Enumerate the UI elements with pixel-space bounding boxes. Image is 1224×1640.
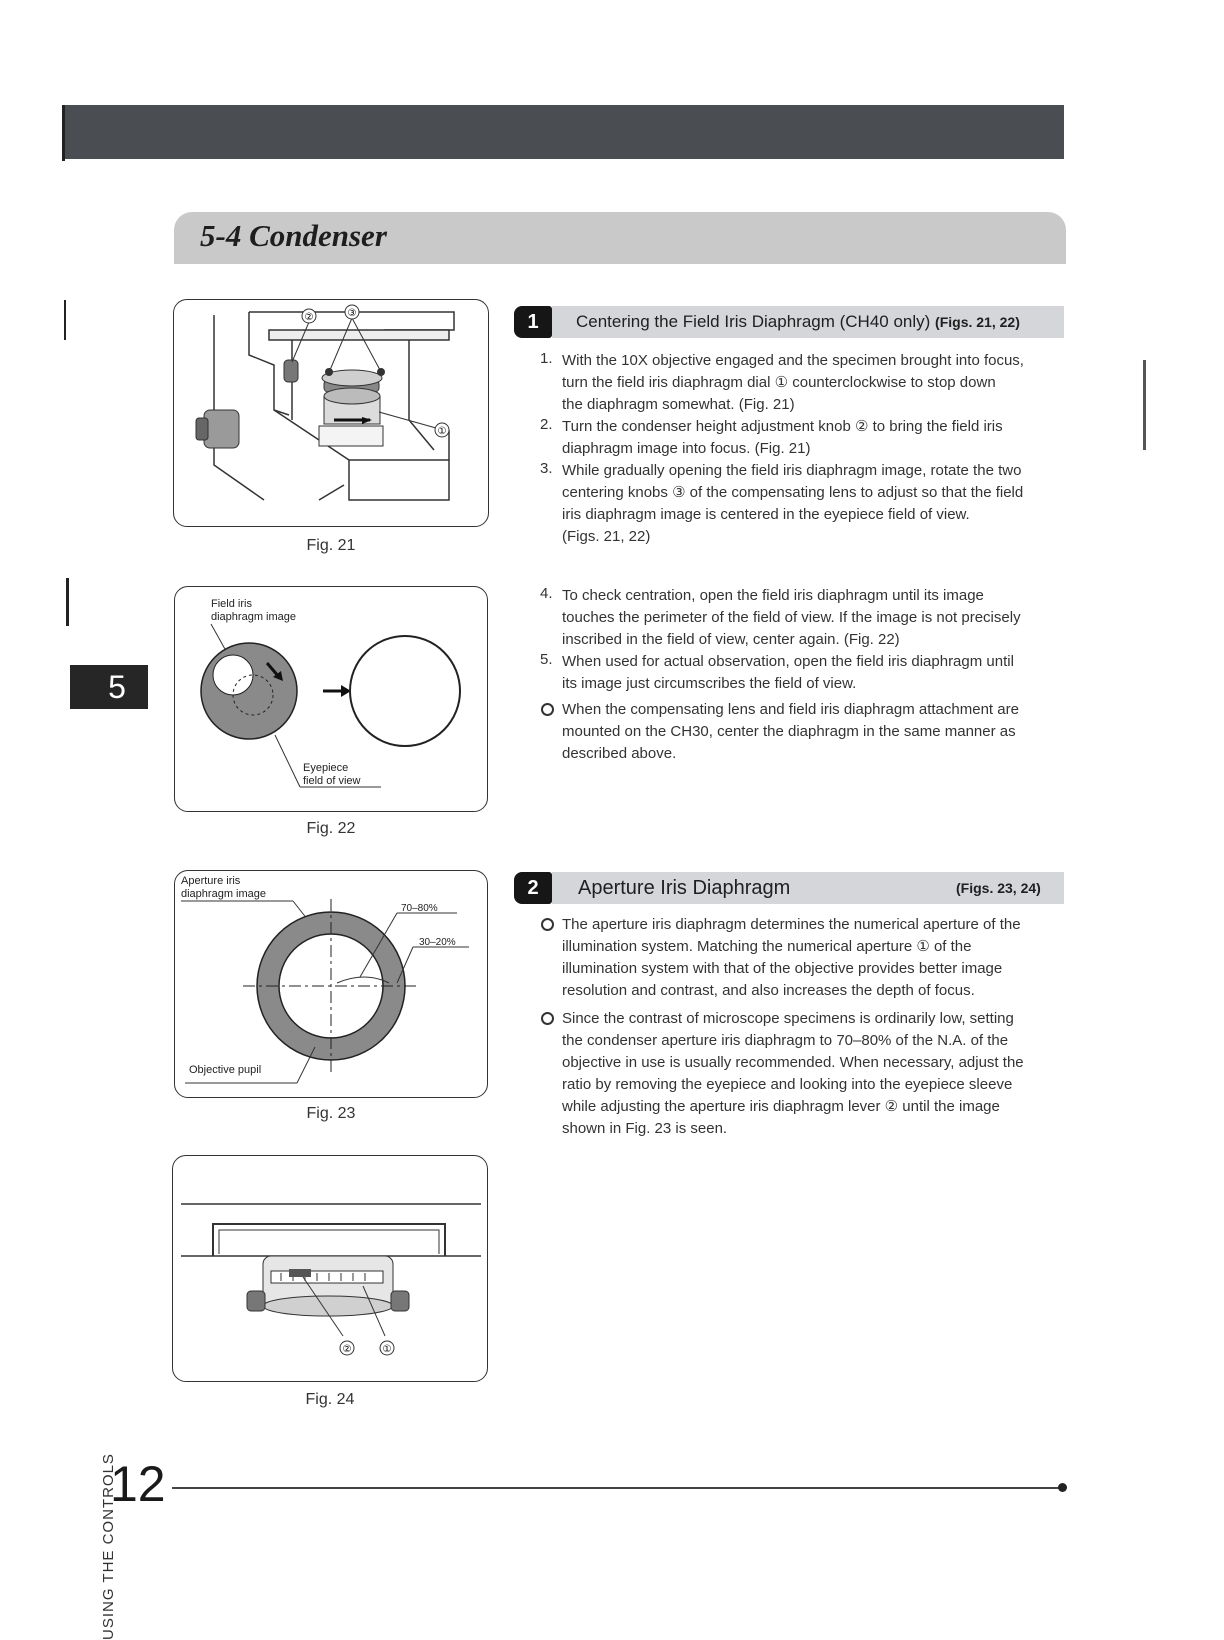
figure-24: [172, 1155, 488, 1382]
figure-23: [174, 870, 488, 1098]
label-aperture-line2: diaphragm image: [181, 888, 266, 900]
step-number: 4.: [540, 585, 553, 602]
note-text: When the compensating lens and field iris diaphragm attachment are mounted on the CH30, center the diaphragm in the same manner as described above.: [562, 701, 1019, 762]
step-number: 1.: [540, 350, 553, 367]
page-number: 12: [110, 1456, 166, 1512]
label-70-80: 70–80%: [401, 903, 438, 914]
figure-21: [173, 299, 489, 527]
label-eyepiece-line2: field of view: [303, 775, 361, 787]
section-2-number: 2: [514, 872, 552, 904]
label-aperture-line1: Aperture iris: [181, 875, 241, 887]
label-field-iris-line2: diaphragm image: [211, 611, 296, 623]
footer-dot: [1058, 1483, 1067, 1492]
step-text: When used for actual observation, open the field iris diaphragm until its image just circumscribes the field of view.: [562, 653, 1014, 692]
figure-caption: Fig. 23: [306, 1105, 356, 1122]
margin-mark: [1143, 360, 1146, 450]
callout-1: ①: [437, 426, 447, 437]
page-title: 5-4 Condenser: [200, 218, 387, 253]
margin-mark: [66, 578, 69, 626]
note-text: Since the contrast of microscope specimens is ordinarily low, setting the condenser aperture iris diaphragm to 70–80% of the N.A. of the objective in use is usually recommended. When necessary, adjust the ratio by removing the eyepiece and looking into the eyepiece sleeve while adjusting the aperture iris diaphragm lever ② until the image shown in Fig. 23 is seen.: [562, 1010, 1024, 1137]
section-1-title: Centering the Field Iris Diaphragm (CH40 only) (Figs. 21, 22): [576, 312, 1020, 331]
label-eyepiece-line1: Eyepiece: [303, 762, 349, 774]
microscope-condenser-illustration: [174, 300, 487, 525]
figure-caption: Fig. 21: [306, 537, 356, 554]
figure-caption: Fig. 22: [306, 820, 356, 837]
note-text: The aperture iris diaphragm determines the numerical aperture of the illumination system. Matching the numerical aperture ① of the illumination system with that of the objective provides better image resolution and contrast, and also increases the depth of focus.: [562, 916, 1021, 999]
step-number: 3.: [540, 460, 553, 477]
condenser-illustration: [173, 1156, 486, 1380]
bullet-icon: [541, 1012, 554, 1025]
section-2-title: Aperture Iris Diaphragm: [578, 877, 791, 899]
field-iris-diagram: [175, 587, 486, 810]
footer-rule: [172, 1487, 1060, 1489]
figure-22: [174, 586, 488, 812]
label-field-iris-line1: Field iris: [211, 598, 252, 610]
aperture-iris-diagram: [175, 871, 486, 1096]
chapter-tab: 5: [70, 665, 148, 709]
step-number: 2.: [540, 416, 553, 433]
bullet-icon: [541, 918, 554, 931]
margin-mark: [62, 105, 65, 161]
chapter-side-label: USING THE CONTROLS: [100, 1453, 117, 1640]
step-text: Turn the condenser height adjustment knob ② to bring the field iris diaphragm image into focus. (Fig. 21): [562, 418, 1003, 457]
step-text: While gradually opening the field iris diaphragm image, rotate the two centering knobs ③ of the compensating lens to adjust so that the field iris diaphragm image is centered in the eyepiece field of view. (Figs. 21, 22): [562, 462, 1024, 545]
label-30-20: 30–20%: [419, 937, 456, 948]
figure-caption: Fig. 24: [305, 1391, 355, 1408]
step-number: 5.: [540, 651, 553, 668]
section-1-number: 1: [514, 306, 552, 338]
header-bar: [64, 105, 1064, 159]
step-text: To check centration, open the field iris diaphragm until its image touches the perimeter of the field of view. If the image is not precisely inscribed in the field of view, center again. (Fig. 22): [562, 587, 1021, 648]
callout-2: ②: [342, 1344, 352, 1355]
label-objective-pupil: Objective pupil: [189, 1064, 262, 1076]
callout-3: ③: [347, 308, 357, 319]
margin-mark: [64, 300, 66, 340]
section-1-figs: (Figs. 21, 22): [935, 314, 1020, 330]
bullet-icon: [541, 703, 554, 716]
step-text: With the 10X objective engaged and the specimen brought into focus, turn the field iris diaphragm dial ① counterclockwise to stop down the diaphragm somewhat. (Fig. 21): [562, 352, 1024, 413]
callout-2: ②: [304, 312, 314, 323]
callout-1: ①: [382, 1344, 392, 1355]
section-2-figs: (Figs. 23, 24): [956, 880, 1041, 896]
